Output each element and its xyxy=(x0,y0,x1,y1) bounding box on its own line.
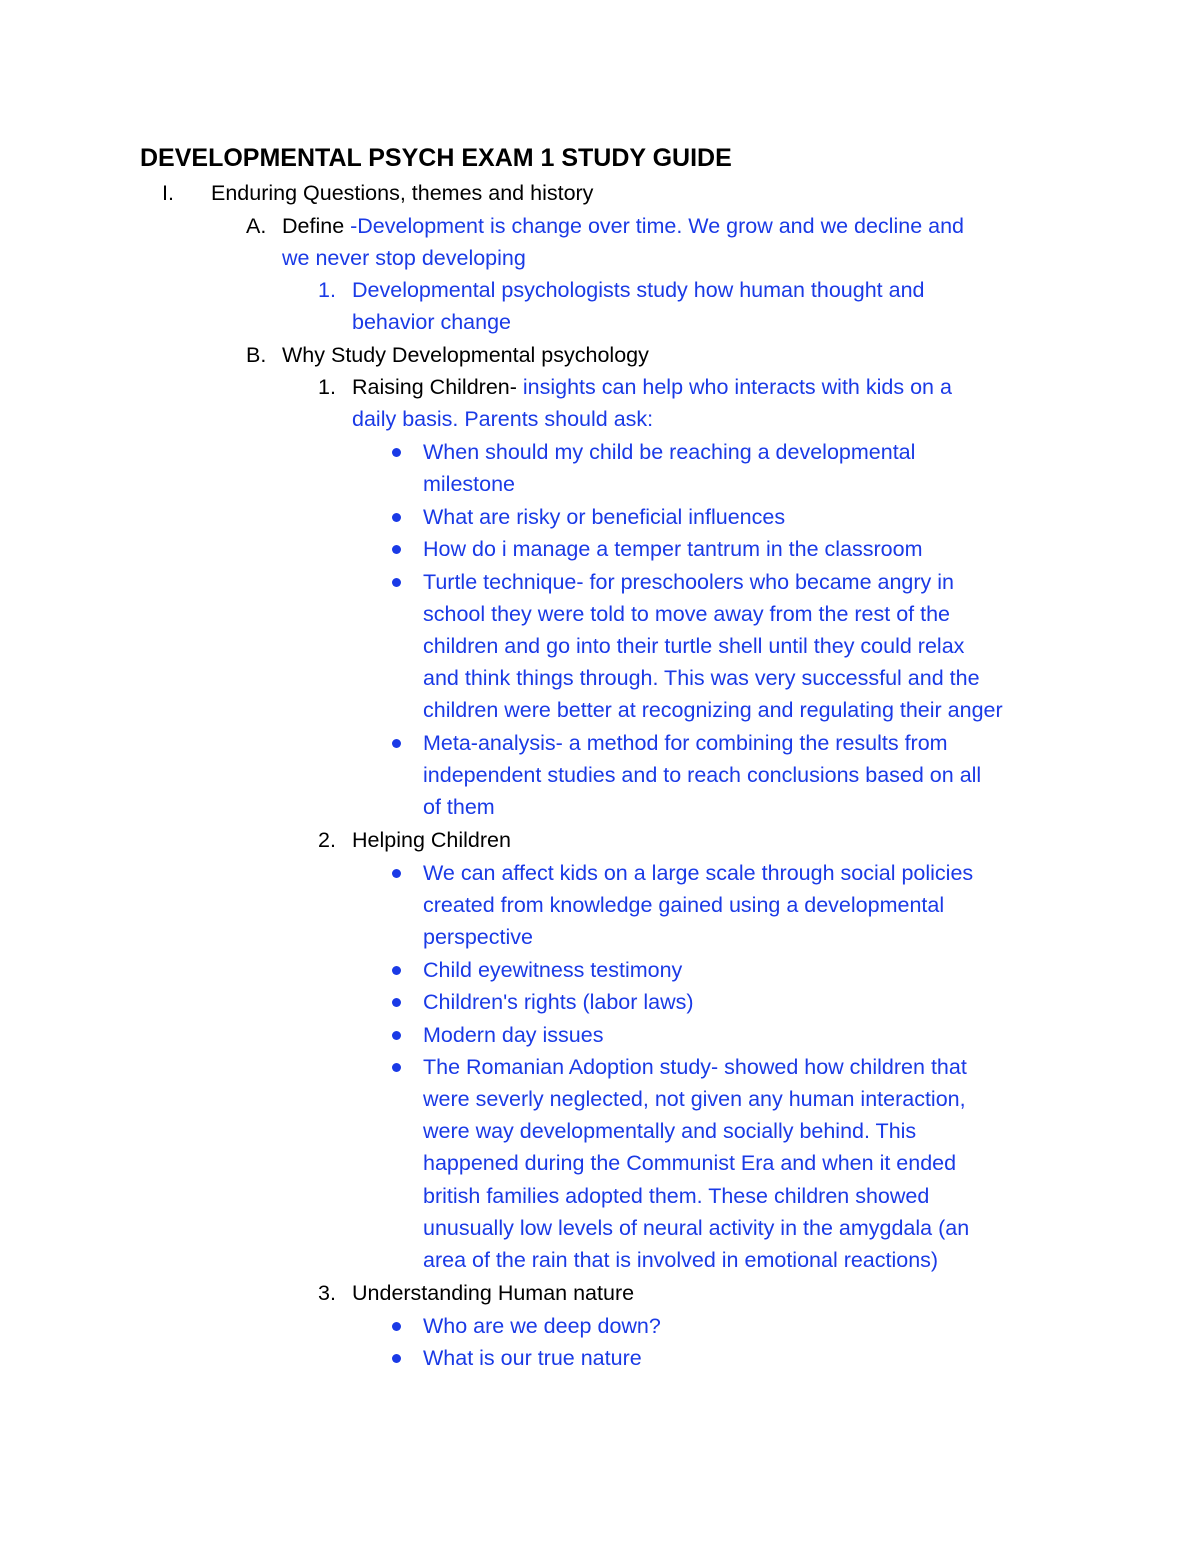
section-b-heading: Why Study Developmental psychology xyxy=(282,343,649,367)
list-item: school they were told to move away from the rest of the xyxy=(423,602,951,626)
section-a-item1-marker: 1. xyxy=(318,278,336,302)
list-item: independent studies and to reach conclusions based on all xyxy=(423,763,982,787)
section-b-item3-heading: Understanding Human nature xyxy=(352,1281,635,1305)
bullet-dot xyxy=(392,1322,401,1331)
list-item: What is our true nature xyxy=(423,1346,642,1370)
bullet-dot xyxy=(392,869,401,878)
list-item: unusually low levels of neural activity in the amygdala (an xyxy=(423,1216,970,1240)
section-i-heading: Enduring Questions, themes and history xyxy=(211,181,594,205)
bullet-dot xyxy=(392,578,401,587)
list-item: created from knowledge gained using a developmental xyxy=(423,893,945,917)
section-a-text-line2: we never stop developing xyxy=(282,246,526,270)
section-a-marker: A. xyxy=(246,214,267,238)
list-item: british families adopted them. These children showed xyxy=(423,1184,930,1208)
section-b-item1-text1: insights can help who interacts with kids on a xyxy=(516,375,952,399)
document-title: DEVELOPMENTAL PSYCH EXAM 1 STUDY GUIDE xyxy=(140,144,732,172)
list-item: Who are we deep down? xyxy=(423,1314,661,1338)
list-item: When should my child be reaching a developmental xyxy=(423,440,916,464)
bullet-dot xyxy=(392,739,401,748)
list-item: The Romanian Adoption study- showed how children that xyxy=(423,1055,967,1079)
section-a-line1 xyxy=(282,210,964,242)
section-a-label: Define xyxy=(282,214,351,238)
list-item: Turtle technique- for preschoolers who became angry in xyxy=(423,570,955,594)
list-item: were severly neglected, not given any human interaction, xyxy=(423,1087,966,1111)
section-a-item1-line2: behavior change xyxy=(352,310,511,334)
list-item: What are risky or beneficial influences xyxy=(423,505,786,529)
list-item: milestone xyxy=(423,472,516,496)
list-item: children and go into their turtle shell until they could relax xyxy=(423,634,965,658)
section-b-item1-label: Raising Children- xyxy=(352,375,517,399)
list-item: We can affect kids on a large scale through social policies xyxy=(423,861,974,885)
list-item: Meta-analysis- a method for combining the results from xyxy=(423,731,948,755)
bullet-dot xyxy=(392,1063,401,1072)
section-b-item1-marker: 1. xyxy=(318,375,336,399)
bullet-dot xyxy=(392,513,401,522)
section-i-marker: I. xyxy=(162,181,174,205)
bullet-dot xyxy=(392,545,401,554)
list-item: children were better at recognizing and regulating their anger xyxy=(423,698,1003,722)
section-b-item1-line1 xyxy=(352,371,952,403)
section-b-marker: B. xyxy=(246,343,267,367)
section-a-item1-line1: Developmental psychologists study how human thought and xyxy=(352,278,925,302)
bullet-dot xyxy=(392,1354,401,1363)
bullet-dot xyxy=(392,966,401,975)
list-item: area of the rain that is involved in emotional reactions) xyxy=(423,1248,939,1272)
section-b-item2-heading: Helping Children xyxy=(352,828,511,852)
section-b-item3-marker: 3. xyxy=(318,1281,336,1305)
list-item: Modern day issues xyxy=(423,1023,604,1047)
list-item: How do i manage a temper tantrum in the classroom xyxy=(423,537,923,561)
bullet-dot xyxy=(392,998,401,1007)
list-item: were way developmentally and socially behind. This xyxy=(423,1119,917,1143)
list-item: Children's rights (labor laws) xyxy=(423,990,694,1014)
bullet-dot xyxy=(392,1031,401,1040)
list-item: Child eyewitness testimony xyxy=(423,958,683,982)
section-a-text-line1: -Development is change over time. We grow and we decline and xyxy=(350,214,964,238)
bullet-dot xyxy=(392,448,401,457)
list-item: perspective xyxy=(423,925,533,949)
section-b-item1-text2: daily basis. Parents should ask: xyxy=(352,407,654,431)
section-b-item2-marker: 2. xyxy=(318,828,336,852)
list-item: of them xyxy=(423,795,495,819)
list-item: and think things through. This was very successful and the xyxy=(423,666,980,690)
list-item: happened during the Communist Era and when it ended xyxy=(423,1151,957,1175)
